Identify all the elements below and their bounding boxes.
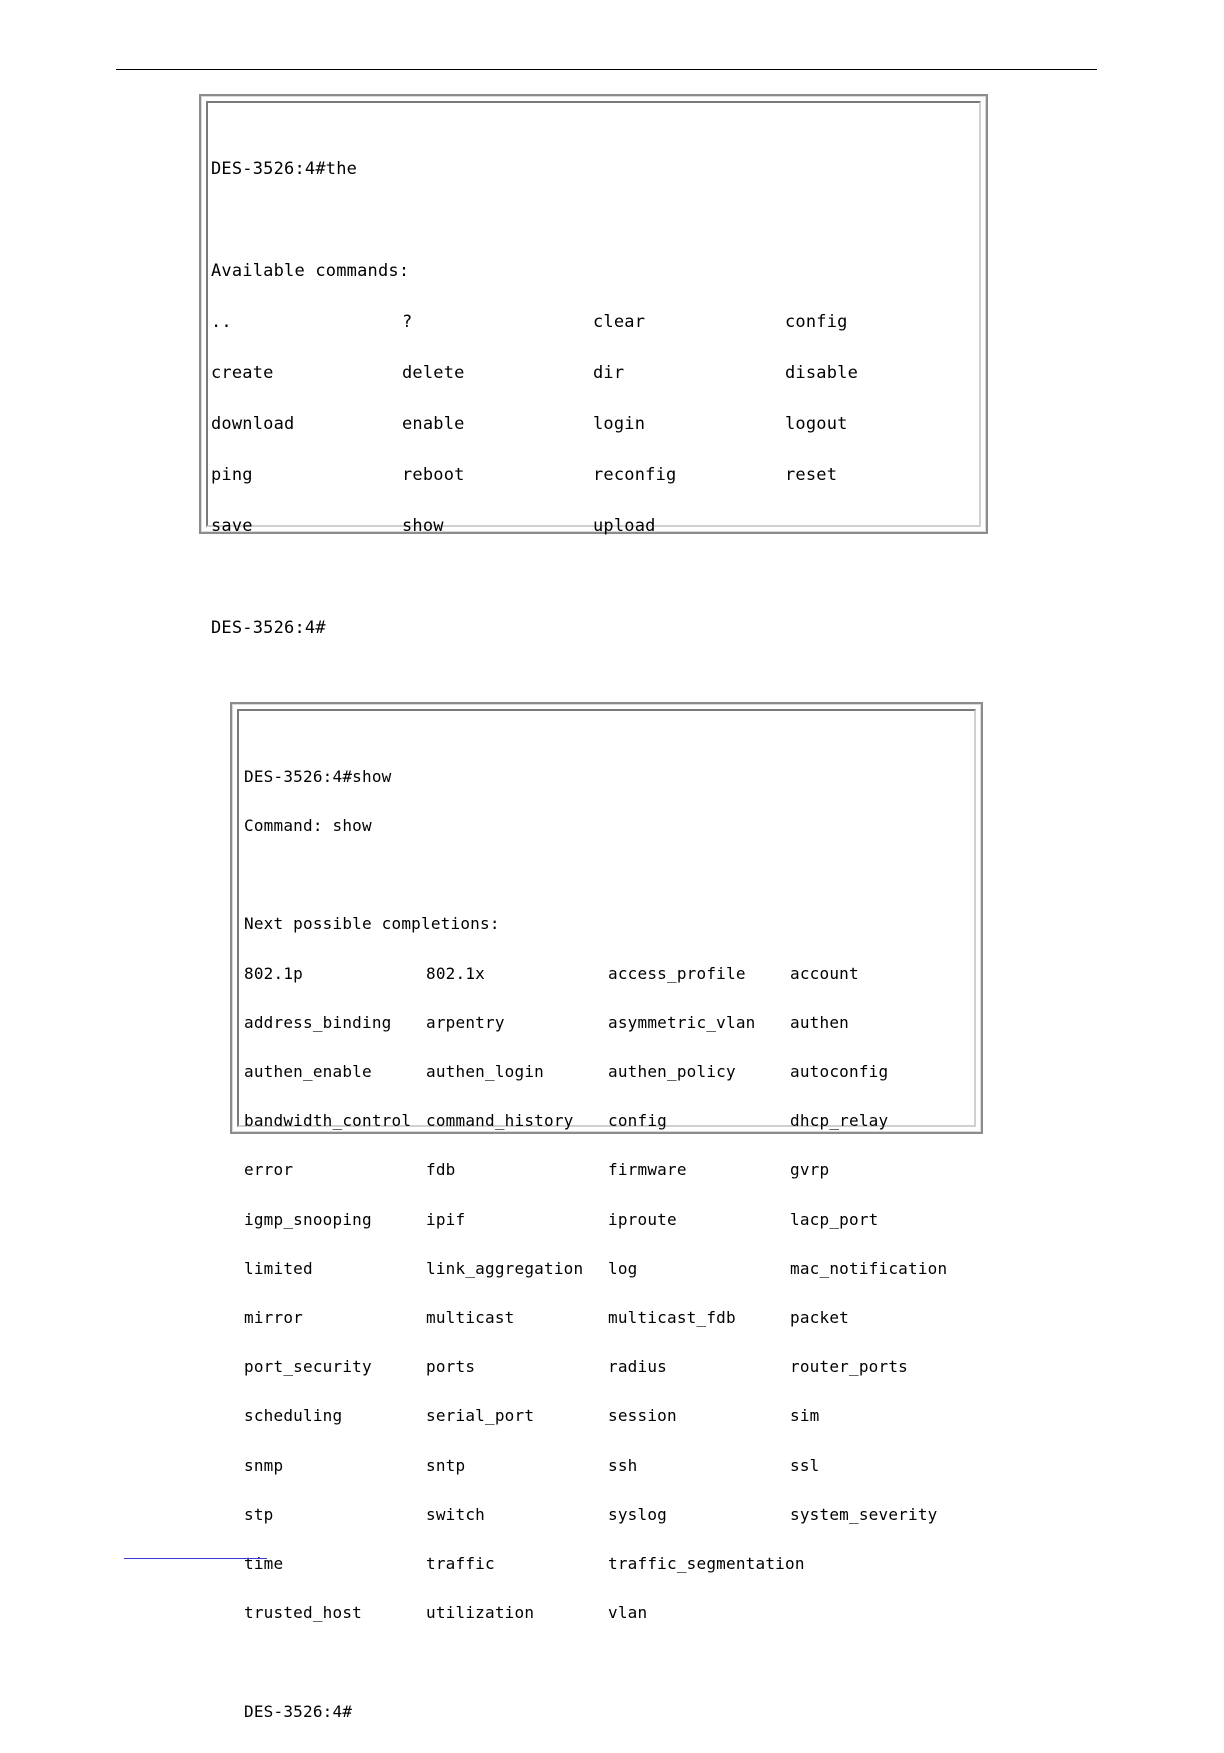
completion-item: account bbox=[790, 963, 859, 983]
completion-item: ipif bbox=[426, 1209, 466, 1229]
completion-row bbox=[244, 1160, 830, 1180]
completion-item: authen_enable bbox=[244, 1062, 372, 1082]
command-item: login bbox=[593, 414, 646, 434]
completion-item: utilization bbox=[426, 1603, 535, 1623]
completion-item: ssl bbox=[790, 1455, 820, 1475]
completion-item: arpentry bbox=[426, 1012, 505, 1032]
completion-row bbox=[244, 1455, 820, 1475]
command-item: reconfig bbox=[593, 465, 677, 485]
command-item: dir bbox=[593, 363, 625, 383]
command-row bbox=[211, 414, 848, 434]
command-item: disable bbox=[785, 363, 859, 383]
completion-item: command_history bbox=[426, 1111, 574, 1131]
completion-item: config bbox=[608, 1111, 667, 1131]
completion-item: fdb bbox=[426, 1160, 456, 1180]
completion-row bbox=[244, 1111, 889, 1131]
completion-item: gvrp bbox=[790, 1160, 830, 1180]
completion-row bbox=[244, 1012, 849, 1032]
completion-item: 802.1x bbox=[426, 963, 485, 983]
completion-item: stp bbox=[244, 1504, 274, 1524]
prompt-command-line: DES-3526:4#show bbox=[244, 766, 392, 786]
completion-item: system_severity bbox=[790, 1504, 938, 1524]
command-item: reset bbox=[785, 465, 838, 485]
command-item: clear bbox=[593, 312, 646, 332]
final-prompt: DES-3526:4# bbox=[244, 1701, 353, 1721]
completion-item: iproute bbox=[608, 1209, 677, 1229]
completion-item: igmp_snooping bbox=[244, 1209, 372, 1229]
completion-row bbox=[244, 1603, 648, 1623]
completion-row bbox=[244, 1357, 908, 1377]
completion-item: syslog bbox=[608, 1504, 667, 1524]
command-item: logout bbox=[785, 414, 848, 434]
footer-link-underline bbox=[124, 1558, 267, 1559]
command-item: reboot bbox=[402, 465, 465, 485]
completion-item: traffic bbox=[426, 1554, 495, 1574]
completion-item: authen_policy bbox=[608, 1062, 736, 1082]
completion-item: 802.1p bbox=[244, 963, 303, 983]
completion-item: error bbox=[244, 1160, 294, 1180]
command-item: delete bbox=[402, 363, 465, 383]
completion-item: log bbox=[608, 1258, 638, 1278]
completion-item: multicast_fdb bbox=[608, 1308, 736, 1328]
command-item: enable bbox=[402, 414, 465, 434]
completion-row bbox=[244, 1504, 938, 1524]
command-item: ? bbox=[402, 312, 413, 332]
command-row bbox=[211, 363, 859, 383]
completion-item: port_security bbox=[244, 1357, 372, 1377]
completion-item: autoconfig bbox=[790, 1062, 889, 1082]
completion-item: address_binding bbox=[244, 1012, 392, 1032]
command-item: show bbox=[402, 516, 444, 536]
completion-item: serial_port bbox=[426, 1406, 535, 1426]
completion-item: traffic_segmentation bbox=[608, 1554, 805, 1574]
completion-item: trusted_host bbox=[244, 1603, 362, 1623]
completion-item: radius bbox=[608, 1357, 667, 1377]
command-echo: Command: show bbox=[244, 816, 372, 836]
completion-row bbox=[244, 1308, 849, 1328]
command-item: config bbox=[785, 312, 848, 332]
completion-item: mac_notification bbox=[790, 1258, 948, 1278]
command-item: create bbox=[211, 363, 274, 383]
completion-item: authen_login bbox=[426, 1062, 544, 1082]
completion-row bbox=[244, 1062, 889, 1082]
completion-row bbox=[244, 1209, 879, 1229]
terminal-output bbox=[244, 736, 948, 1753]
completion-item: access_profile bbox=[608, 963, 746, 983]
command-item: ping bbox=[211, 465, 253, 485]
command-item: upload bbox=[593, 516, 656, 536]
completion-item: mirror bbox=[244, 1308, 303, 1328]
completion-item: snmp bbox=[244, 1455, 284, 1475]
command-row bbox=[211, 312, 848, 332]
completion-item: bandwidth_control bbox=[244, 1111, 412, 1131]
completion-item: vlan bbox=[608, 1603, 648, 1623]
completion-item: time bbox=[244, 1554, 284, 1574]
terminal-window-show-completions bbox=[230, 702, 983, 1721]
completion-item: authen bbox=[790, 1012, 849, 1032]
completion-row bbox=[244, 1406, 820, 1426]
command-item: download bbox=[211, 414, 295, 434]
completion-item: lacp_port bbox=[790, 1209, 879, 1229]
completion-item: sim bbox=[790, 1406, 820, 1426]
command-row bbox=[211, 465, 838, 485]
completion-item: link_aggregation bbox=[426, 1258, 584, 1278]
completion-item: ssh bbox=[608, 1455, 638, 1475]
completion-item: firmware bbox=[608, 1160, 687, 1180]
command-row bbox=[211, 516, 656, 536]
terminal-output bbox=[211, 127, 859, 671]
completions-heading: Next possible completions: bbox=[244, 914, 500, 934]
page-header-rule bbox=[116, 69, 1097, 70]
completion-item: switch bbox=[426, 1504, 485, 1524]
completion-item: sntp bbox=[426, 1455, 466, 1475]
commands-heading: Available commands: bbox=[211, 261, 410, 281]
completion-item: scheduling bbox=[244, 1406, 343, 1426]
prompt-command-line: DES-3526:4#the bbox=[211, 159, 358, 179]
completion-row bbox=[244, 1258, 948, 1278]
completion-item: multicast bbox=[426, 1308, 515, 1328]
completion-row bbox=[244, 963, 859, 983]
command-item: .. bbox=[211, 312, 232, 332]
completion-item: limited bbox=[244, 1258, 313, 1278]
completion-item: dhcp_relay bbox=[790, 1111, 889, 1131]
final-prompt: DES-3526:4# bbox=[211, 618, 326, 638]
completion-item: session bbox=[608, 1406, 677, 1426]
completion-item: packet bbox=[790, 1308, 849, 1328]
terminal-window-available-commands bbox=[199, 94, 988, 638]
completion-item: ports bbox=[426, 1357, 476, 1377]
completion-row bbox=[244, 1554, 805, 1574]
command-item: save bbox=[211, 516, 253, 536]
completion-item: asymmetric_vlan bbox=[608, 1012, 756, 1032]
completion-item: router_ports bbox=[790, 1357, 908, 1377]
